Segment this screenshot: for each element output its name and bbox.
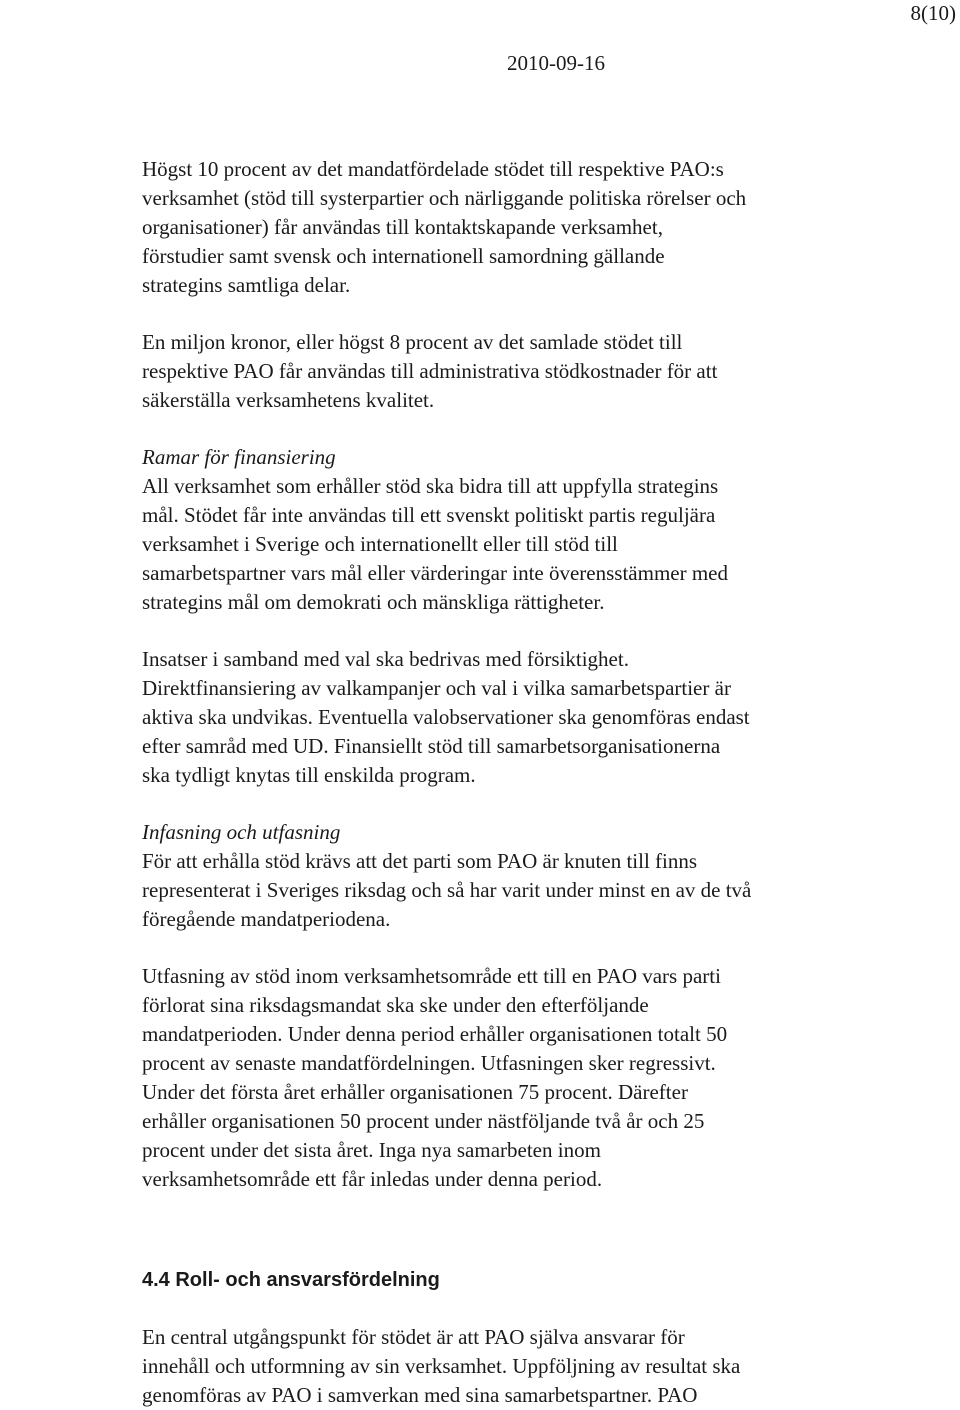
text-line: procent under det sista året. Inga nya samarbeten inom — [142, 1138, 601, 1162]
text-line: ska tydligt knytas till enskilda program. — [142, 763, 476, 787]
text-line: En miljon kronor, eller högst 8 procent av det samlade stödet till — [142, 330, 683, 354]
subheading-infasning-och-utfasning: Infasning och utfasning — [142, 820, 341, 844]
text-line: samarbetspartner vars mål eller värderingar inte överensstämmer med — [142, 561, 729, 585]
text-line: Under det första året erhåller organisationen 75 procent. Därefter — [142, 1080, 688, 1104]
section-heading: 4.4 Roll- och ansvarsfördelning — [142, 1269, 440, 1291]
text-line: efter samråd med UD. Finansiellt stöd till samarbetsorganisationerna — [142, 734, 721, 758]
document-date: 2010-09-16 — [507, 51, 605, 75]
text-line: föregående mandatperiodena. — [142, 907, 391, 931]
text-line: förlorat sina riksdagsmandat ska ske under den efterföljande — [142, 993, 649, 1017]
text-line: strategins mål om demokrati och mänskliga rättigheter. — [142, 590, 605, 614]
text-line: verksamhet i Sverige och internationellt eller till stöd till — [142, 532, 618, 556]
text-line: representerat i Sveriges riksdag och så har varit under minst en av de två — [142, 878, 752, 902]
text-line: respektive PAO får användas till administrativa stödkostnader för att — [142, 359, 718, 383]
paragraph-funding-limit — [142, 155, 902, 300]
paragraph-roles — [142, 1323, 902, 1410]
text-line: För att erhålla stöd krävs att det parti som PAO är knuten till finns — [142, 849, 698, 873]
text-line: verksamhetsområde ett får inledas under denna period. — [142, 1167, 603, 1191]
paragraph-admin-costs — [142, 328, 902, 415]
text-line: organisationer) får användas till kontaktskapande verksamhet, — [142, 215, 663, 239]
subheading-ramar-for-finansiering: Ramar för finansiering — [142, 445, 336, 469]
text-line: förstudier samt svensk och internationell samordning gällande — [142, 244, 665, 268]
text-line: Utfasning av stöd inom verksamhetsområde ett till en PAO vars parti — [142, 964, 721, 988]
document-body — [142, 155, 902, 1410]
text-line: En central utgångspunkt för stödet är att PAO själva ansvarar för — [142, 1325, 685, 1349]
paragraph-utfasning — [142, 962, 902, 1194]
paragraph-ramar — [142, 443, 902, 617]
text-line: aktiva ska undvikas. Eventuella valobservationer ska genomföras endast — [142, 705, 750, 729]
text-line: mandatperioden. Under denna period erhåller organisationen totalt 50 — [142, 1022, 728, 1046]
text-line: genomföras av PAO i samverkan med sina samarbetspartner. PAO — [142, 1383, 698, 1407]
paragraph-election-support — [142, 645, 902, 790]
text-line: verksamhet (stöd till systerpartier och närliggande politiska rörelser och — [142, 186, 747, 210]
text-line: erhåller organisationen 50 procent under nästföljande två år och 25 — [142, 1109, 705, 1133]
text-line: All verksamhet som erhåller stöd ska bidra till att uppfylla strategins — [142, 474, 719, 498]
page-number: 8(10) — [910, 1, 956, 25]
text-line: Direktfinansiering av valkampanjer och val i vilka samarbetspartier är — [142, 676, 731, 700]
text-line: procent av senaste mandatfördelningen. Utfasningen sker regressivt. — [142, 1051, 716, 1075]
text-line: Insatser i samband med val ska bedrivas med försiktighet. — [142, 647, 629, 671]
text-line: strategins samtliga delar. — [142, 273, 351, 297]
text-line: säkerställa verksamhetens kvalitet. — [142, 388, 435, 412]
text-line: Högst 10 procent av det mandatfördelade stödet till respektive PAO:s — [142, 157, 724, 181]
text-line: innehåll och utformning av sin verksamhet. Uppföljning av resultat ska — [142, 1354, 741, 1378]
text-line: mål. Stödet får inte användas till ett svenskt politiskt partis reguljära — [142, 503, 716, 527]
paragraph-infasning — [142, 818, 902, 934]
